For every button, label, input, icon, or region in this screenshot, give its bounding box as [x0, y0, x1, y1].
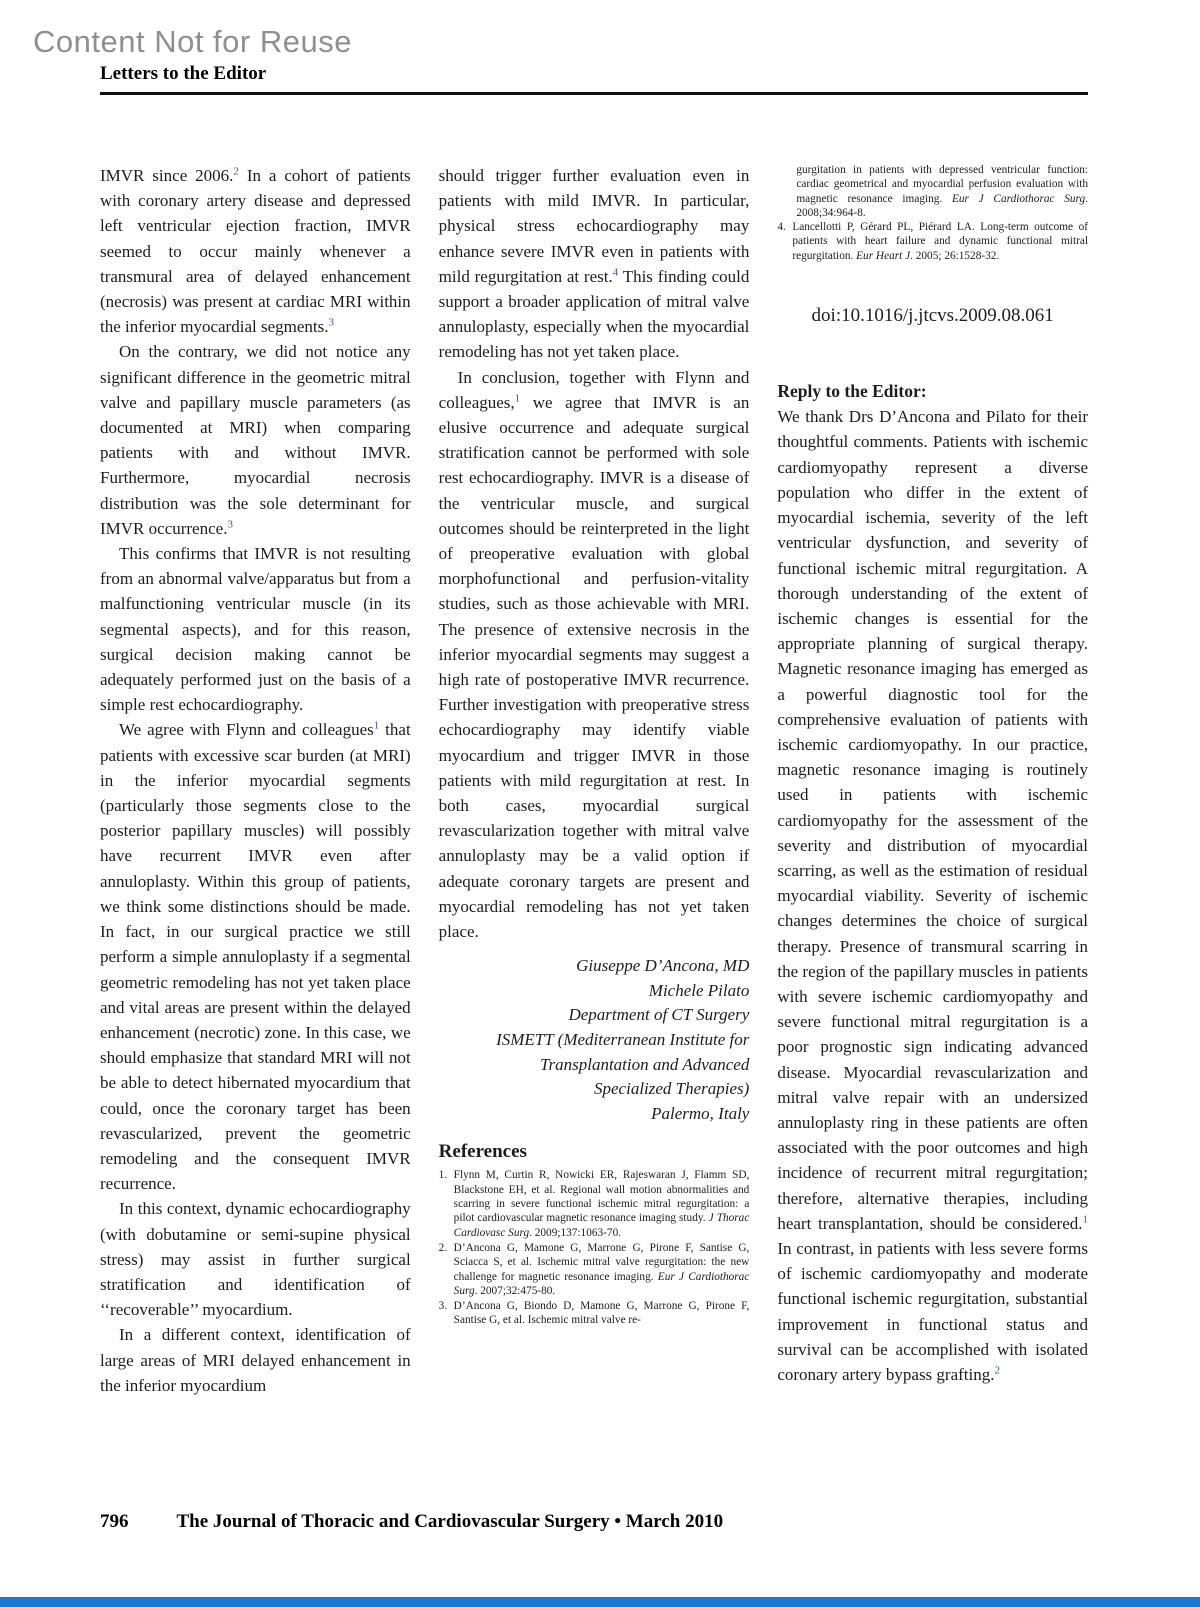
citation-link[interactable]: 2	[233, 165, 239, 178]
reference-text: Lancellotti P, Gérard PL, Piérard LA. Long-term outcome of patients with heart failure and dynamic functional mitral regurgitation. Eur Heart J. 2005; 26:1528-32.	[792, 221, 1089, 262]
signature-block	[439, 954, 750, 1126]
reference-number: 3.	[438, 1300, 448, 1313]
reply-heading: Reply to the Editor:	[777, 381, 927, 402]
citation-link[interactable]: 3	[227, 518, 233, 531]
paragraph: We agree with Flynn and colleagues$^1$ that patients with excessive scar burden (at MRI) in the inferior myocardial segments (particularly those segments close to the posterior papillary muscles) will possibly have recurrent IMVR even after annuloplasty. Within this group of patients, we think some distinctions should be made. In fact, in our surgical practice we still perform a simple annuloplasty if a segmental geometric remodeling has not yet taken place and vital areas are present within the delayed enhancement (necrotic) zone. In this case, we should emphasize that standard MRI will not be able to detect hibernated myocardium that could, once the coronary target has been revascularized, prevent the geometric remodeling and the consequent IMVR recurrence.	[100, 719, 411, 1194]
watermark-text: Content Not for Reuse	[33, 24, 352, 59]
paragraph: On the contrary, we did not notice any significant difference in the geometric mitral valve and papillary muscle parameters (as documented at MRI) when comparing patients with and without IMVR. Furthermore, myocardial necrosis distribution was the sole determinant for IMVR occurrence.$^3$	[100, 342, 411, 538]
reference-list	[777, 220, 1088, 263]
paragraph: IMVR since 2006.$^2$ In a cohort of patients with coronary artery disease and depressed left ventricular ejection fraction, IMVR seemed to occur mainly whenever a transmural area of delayed enhancement (necrosis) was present at cardiac MRI within the inferior myocardial segments.$^3$	[100, 165, 411, 337]
signature-line: ISMETT (Mediterranean Institute for	[496, 1030, 750, 1050]
paragraph: This confirms that IMVR is not resulting from an abnormal valve/apparatus but from a malfunctioning ventricular muscle (in its segmental aspects), and for this reason, surgical decision making cannot be adequately performed just on the basis of a simple rest echocardiography.	[100, 544, 411, 715]
signature-line: Giuseppe D’Ancona, MD	[576, 956, 750, 976]
reference-item	[777, 220, 1088, 263]
reference-item	[439, 1241, 750, 1298]
article-body	[100, 163, 1088, 1398]
reference-text: Flynn M, Curtin R, Nowicki ER, Rajeswaran J, Flamm SD, Blackstone EH, et al. Regional wall motion abnormalities and scarring in severe functional ischemic mitral regurgitation: a pilot cardiovascular magnetic resonance imaging study. J Thorac Cardiovasc Surg. 2009;137:1063-70.	[453, 1169, 750, 1239]
reference-item	[439, 1299, 750, 1328]
signature-line: Transplantation and Advanced	[539, 1054, 750, 1074]
reference-list	[439, 1168, 750, 1327]
journal-name: J Thorac Cardiovasc Surg	[453, 1212, 750, 1239]
reference-text: D’Ancona G, Biondo D, Mamone G, Marrone G, Pirone F, Santise G, et al. Ischemic mitral valve re-	[453, 1300, 750, 1327]
citation-link[interactable]: 2	[994, 1364, 1000, 1377]
signature-line: Palermo, Italy	[651, 1103, 750, 1123]
reference-continuation: gurgitation in patients with depressed ventricular function: cardiac geometrical and myocardial perfusion evaluation with magnetic resonance imaging. Eur J Cardiothorac Surg. 2008;34:964-8.	[796, 164, 1089, 219]
paragraph: In this context, dynamic echocardiography (with dobutamine or semi-supine physical stress) may assist in further surgical stratification and identification of ‘‘recoverable’’ myocardium.	[100, 1199, 411, 1320]
column-col2	[439, 163, 750, 1398]
reference-text: D’Ancona G, Mamone G, Marrone G, Pirone F, Santise G, Sciacca S, et al. Ischemic mitral valve regurgitation: the new challenge for magnetic resonance imaging. Eur J Cardiothorac Surg. 2007;32:475-80.	[453, 1241, 750, 1297]
citation-link[interactable]: 1	[514, 392, 521, 405]
paragraph: In a different context, identification of large areas of MRI delayed enhancement in the inferior myocardium	[100, 1325, 411, 1395]
reference-number: 2.	[438, 1241, 448, 1254]
paragraph: should trigger further evaluation even in patients with mild IMVR. In particular, physical stress echocardiography may enhance severe IMVR even in patients with mild regurgitation at rest.$^4$ This finding could support a broader application of mitral valve annuloplasty, especially when the myocardial remodeling has not yet taken place.	[438, 166, 750, 362]
signature-line: Department of CT Surgery	[568, 1005, 750, 1025]
bottom-accent-bar	[0, 1597, 1200, 1607]
signature-line: Michele Pilato	[648, 980, 750, 1000]
reference-item	[439, 1168, 750, 1239]
footer-journal-line: The Journal of Thoracic and Cardiovascular Surgery • March 2010	[176, 1511, 724, 1532]
page-footer	[100, 1511, 1088, 1533]
reference-number: 1.	[438, 1169, 448, 1182]
journal-name: Eur J Cardiothorac Surg	[453, 1270, 750, 1297]
column-col3	[777, 163, 1088, 1398]
references-heading: References	[438, 1141, 527, 1163]
page-number: 796	[100, 1511, 129, 1532]
signature-line: Specialized Therapies)	[594, 1079, 750, 1099]
reference-number: 4.	[777, 221, 786, 234]
citation-link[interactable]: 1	[1082, 1213, 1089, 1226]
column-col1	[100, 163, 411, 1398]
journal-name: Eur Heart J	[856, 249, 911, 262]
citation-link[interactable]: 4	[612, 266, 619, 279]
journal-name: Eur J Cardiothorac Surg	[951, 192, 1086, 205]
paragraph: We thank Drs D’Ancona and Pilato for their thoughtful comments. Patients with ischemic cardiomyopathy represent a diverse population who differ in the extent of myocardial ischemia, severity of the left ventricular dysfunction, and severity of functional ischemic mitral regurgitation. A thorough understanding of the extent of ischemic changes is essential for the appropriate planning of surgical therapy. Magnetic resonance imaging has emerged as a powerful diagnostic tool for the comprehensive evaluation of patients with ischemic cardiomyopathy. In our practice, magnetic resonance imaging is routinely used in patients with ischemic cardiomyopathy for the assessment of the severity and distribution of myocardial scarring, as well as the estimation of residual myocardial viability. Severity of ischemic changes determines the choice of surgical therapy. Presence of transmural scarring in the region of the papillary muscles in patients with severe ischemic cardiomyopathy and severe functional mitral regurgitation is a poor prognostic sign indicating advanced disease. Myocardial revascularization and mitral valve repair with an undersized annuloplasty ring in these patients are often associated with the poor outcomes and high incidence of recurrent mitral regurgitation; therefore, alternative therapies, including heart transplantation, should be considered.$^1$ In contrast, in patients with less severe forms of ischemic cardiomyopathy and moderate functional ischemic regurgitation, substantial improvement in functional status and survival can be accomplished with isolated coronary artery bypass grafting.$^2$	[777, 407, 1089, 1384]
doi-text: doi:10.1016/j.jtcvs.2009.08.061	[811, 305, 1054, 327]
citation-link[interactable]: 3	[328, 316, 334, 329]
citation-link[interactable]: 1	[373, 719, 380, 732]
section-title: Letters to the Editor	[100, 63, 267, 84]
paragraph: In conclusion, together with Flynn and colleagues,$^1$ we agree that IMVR is an elusive occurrence and adequate surgical stratification cannot be performed with sole rest echocardiography. IMVR is a disease of the ventricular muscle, and surgical outcomes should be reinterpreted in the light of preoperative evaluation with global morphofunctional and perfusion-vitality studies, such as those achievable with MRI. The presence of extensive necrosis in the inferior myocardial segments may suggest a high rate of postoperative IMVR recurrence. Further investigation with preoperative stress echocardiography may identify viable myocardium and trigger IMVR in those patients with mild regurgitation at rest. In both cases, myocardial surgical revascularization together with mitral valve annuloplasty may be a valid option if adequate coronary targets are present and myocardial remodeling has not yet taken place.	[438, 367, 750, 942]
header-divider	[100, 92, 1088, 95]
